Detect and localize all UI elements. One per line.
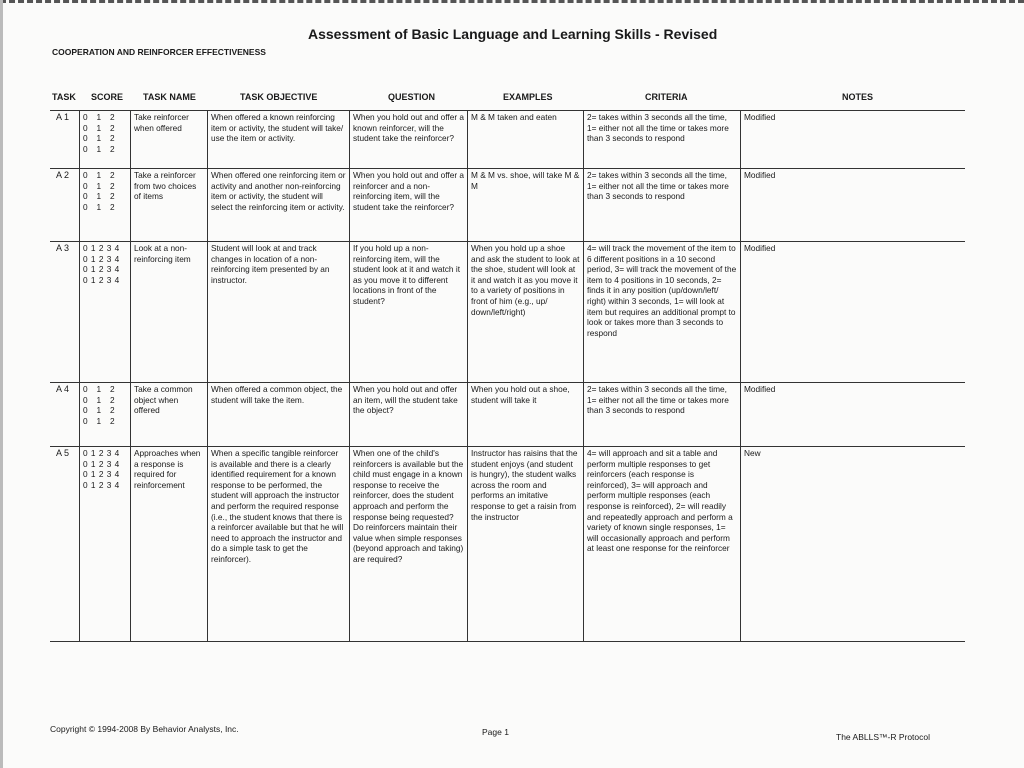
task-criteria: 4= will approach and sit a table and perform multiple responses to get reinforcers (each response is reinforced), 3= will approach and perform multiple responses (each response is reinforced), 2= will readily and repeatedly approach and perform a variety of known single responses, 1= will occasionally approach and perform at least one response for the reinforcer — [584, 447, 741, 641]
task-examples: When you hold up a shoe and ask the student to look at the shoe, student will look at it and watch it as you move it to a variety of positions in front of him (e.g., up/ down/left/right) — [468, 242, 584, 382]
score-line: 0 1 2 — [83, 122, 116, 133]
score-cell — [80, 383, 131, 446]
score-line: 0 1 2 3 4 — [83, 448, 120, 458]
score-line: 0 1 2 — [83, 133, 116, 144]
task-examples: Instructor has raisins that the student enjoys (and student is hungry), the student walks across the room and performs an imitative response to get a raisin from the instructor — [468, 447, 584, 641]
task-question: If you hold up a non-reinforcing item, will the student look at it and watch it as you move it to different locations in front of the student? — [350, 242, 468, 382]
task-question: When you hold out and offer a known reinforcer, will the student take the reinforcer? — [350, 111, 468, 168]
task-id: A 3 — [50, 242, 80, 382]
task-notes: Modified — [744, 384, 776, 394]
copyright-text: Copyright © 1994-2008 By Behavior Analysts, Inc. — [50, 724, 239, 734]
task-question: When one of the child's reinforcers is available but the child must engage in a known response to receive the reinforcer, does the student approach and perform the response being requested? Do reinforcers maintain their value when simple responses (beyond approach and taking) are required? — [350, 447, 468, 641]
protocol-label: The ABLLS™-R Protocol — [836, 732, 931, 742]
header-task-name: TASK NAME — [143, 92, 196, 102]
page-number: Page 1 — [482, 727, 509, 737]
task-question: When you hold out and offer a reinforcer and a non-reinforcing item, will the student take the reinforcer? — [350, 169, 468, 241]
section-title: COOPERATION AND REINFORCER EFFECTIVENESS — [52, 47, 266, 57]
task-notes: New — [744, 448, 761, 458]
score-line: 0 1 2 — [83, 180, 116, 191]
table-row-a1 — [50, 111, 965, 169]
task-examples: M & M taken and eaten — [468, 111, 584, 168]
task-notes: Modified — [744, 112, 776, 122]
assessment-table — [50, 110, 965, 642]
task-name: Take a common object when offered — [131, 383, 208, 446]
score-line: 0 1 2 3 4 — [83, 243, 120, 253]
perforation-edge — [0, 0, 1024, 8]
header-notes: NOTES — [842, 92, 874, 102]
score-line: 0 1 2 — [83, 170, 116, 180]
table-row-a3 — [50, 242, 965, 383]
table-row-a4 — [50, 383, 965, 447]
score-line: 0 1 2 3 4 — [83, 253, 120, 264]
score-line: 0 1 2 — [83, 191, 116, 202]
header-examples: EXAMPLES — [503, 92, 553, 102]
header-task-objective: TASK OBJECTIVE — [240, 92, 318, 102]
page-title: Assessment of Basic Language and Learning Skills - Revised — [308, 26, 718, 42]
task-name: Take a reinforcer from two choices of items — [131, 169, 208, 241]
score-line: 0 1 2 3 4 — [83, 479, 120, 490]
header-question: QUESTION — [388, 92, 436, 102]
task-id: A 1 — [50, 111, 80, 168]
task-examples: When you hold out a shoe, student will take it — [468, 383, 584, 446]
score-line: 0 1 2 3 4 — [83, 458, 120, 469]
task-name: Look at a non-reinforcing item — [131, 242, 208, 382]
score-line: 0 1 2 3 4 — [83, 274, 120, 285]
task-objective: When a specific tangible reinforcer is available and there is a clearly identified requirement for a known response to be performed, the student will approach the instructor and perform the required response (i.e., the student knows that there is a reinforcer available but that he will need to approach the instructor and do a simple task to get the reinforcer). — [208, 447, 350, 641]
task-name: Take reinforcer when offered — [131, 111, 208, 168]
score-line: 0 1 2 — [83, 394, 116, 405]
table-row-a2 — [50, 169, 965, 242]
score-cell — [80, 111, 131, 168]
task-name: Approaches when a response is required for reinforcement — [131, 447, 208, 641]
header-score: SCORE — [91, 92, 124, 102]
score-line: 0 1 2 3 4 — [83, 264, 120, 275]
score-line: 0 1 2 — [83, 143, 116, 154]
score-cell — [80, 447, 131, 641]
header-task: TASK — [52, 92, 76, 102]
score-line: 0 1 2 — [83, 112, 116, 122]
task-criteria: 2= takes within 3 seconds all the time, 1= either not all the time or takes more than 3 seconds to respond — [584, 169, 741, 241]
score-line: 0 1 2 — [83, 405, 116, 416]
task-criteria: 2= takes within 3 seconds all the time, 1= either not all the time or takes more than 3 seconds to respond — [584, 111, 741, 168]
task-objective: When offered a common object, the student will take the item. — [208, 383, 350, 446]
task-criteria: 4= will track the movement of the item to 6 different positions in a 10 second period, 3= will track the movement of the item to 4 positions in 10 seconds, 2= finds it in any position (up/down/left/ right) within 3 seconds, 1= will look at item but requires an additional prompt to look or takes more than 3 seconds to respond — [584, 242, 741, 382]
page-edge — [0, 0, 3, 768]
task-examples: M & M vs. shoe, will take M & M — [468, 169, 584, 241]
task-notes: Modified — [744, 243, 776, 253]
score-cell — [80, 169, 131, 241]
score-line: 0 1 2 — [83, 201, 116, 212]
task-objective: When offered one reinforcing item or activity and another non-reinforcing item or activity, the student will select the reinforcing item or activity. — [208, 169, 350, 241]
header-criteria: CRITERIA — [645, 92, 688, 102]
score-cell — [80, 242, 131, 382]
score-line: 0 1 2 3 4 — [83, 469, 120, 480]
task-criteria: 2= takes within 3 seconds all the time, 1= either not all the time or takes more than 3 seconds to respond — [584, 383, 741, 446]
task-id: A 4 — [50, 383, 80, 446]
task-notes: Modified — [744, 170, 776, 180]
score-line: 0 1 2 — [83, 384, 116, 394]
table-row-a5 — [50, 447, 965, 641]
task-objective: Student will look at and track changes in location of a non-reinforcing item presented by an instructor. — [208, 242, 350, 382]
task-id: A 2 — [50, 169, 80, 241]
task-id: A 5 — [50, 447, 80, 641]
score-line: 0 1 2 — [83, 415, 116, 426]
task-question: When you hold out and offer an item, will the student take the object? — [350, 383, 468, 446]
task-objective: When offered a known reinforcing item or activity, the student will take/ use the item or activity. — [208, 111, 350, 168]
